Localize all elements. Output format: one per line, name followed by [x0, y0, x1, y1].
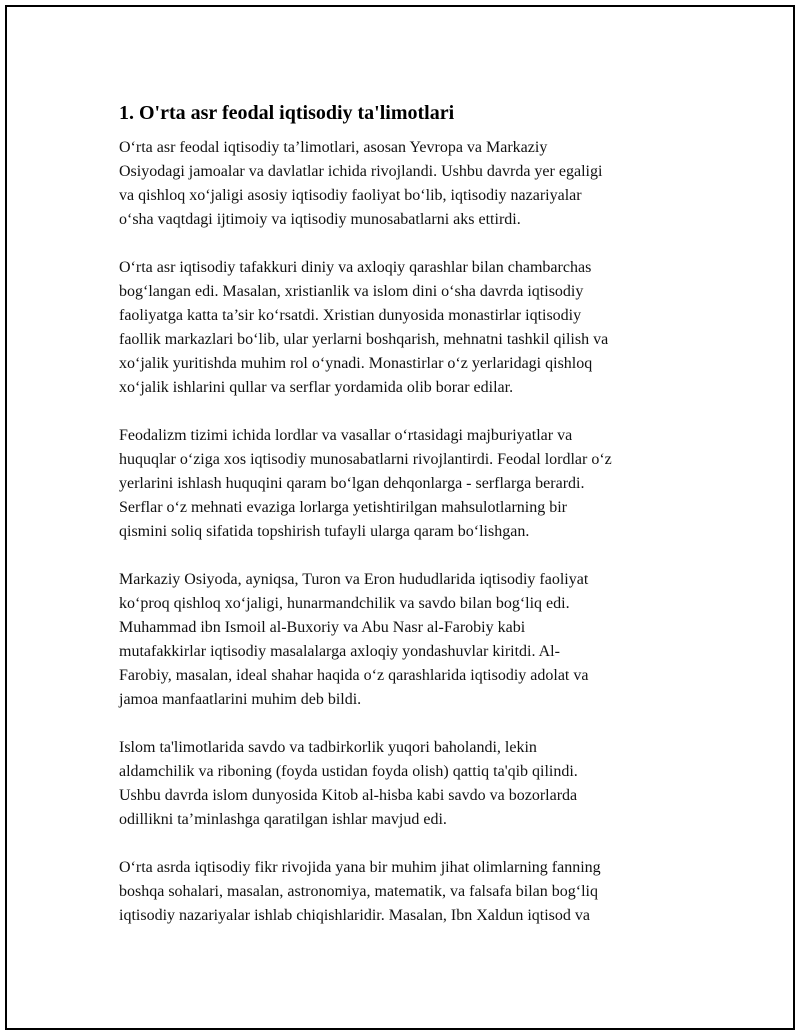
- paragraph-line: va qishloq xo‘jaligi asosiy iqtisodiy faoliyat bo‘lib, iqtisodiy nazariyalar: [119, 187, 582, 204]
- paragraph: [119, 256, 699, 400]
- paragraph: [119, 568, 699, 712]
- paragraph: [119, 856, 699, 928]
- paragraph-line: O‘rta asrda iqtisodiy fikr rivojida yana bir muhim jihat olimlarning fanning: [119, 859, 601, 876]
- paragraph: [119, 136, 699, 232]
- paragraph-line: yerlarini ishlash huquqini qaram bo‘lgan dehqonlarga - serflarga berardi.: [119, 475, 585, 492]
- paragraph-line: Islom ta'limotlarida savdo va tadbirkorlik yuqori baholandi, lekin: [119, 739, 537, 756]
- section-title: 1. O'rta asr feodal iqtisodiy ta'limotlari: [119, 102, 455, 124]
- paragraph-line: faoliyatga katta ta’sir ko‘rsatdi. Xristian dunyosida monastirlar iqtisodiy: [119, 307, 582, 324]
- paragraph-line: mutafakkirlar iqtisodiy masalalarga axloqiy yondashuvlar kiritdi. Al-: [119, 643, 560, 660]
- paragraph: [119, 736, 699, 832]
- paragraph-line: xo‘jalik ishlarini qullar va serflar yordamida olib borar edilar.: [119, 379, 514, 396]
- paragraph-list: [119, 136, 699, 928]
- document-content: [119, 98, 699, 952]
- paragraph: [119, 424, 699, 544]
- paragraph-line: Serflar o‘z mehnati evaziga lorlarga yetishtirilgan mahsulotlarning bir: [119, 499, 567, 516]
- paragraph-line: O‘rta asr feodal iqtisodiy ta’limotlari, asosan Yevropa va Markaziy: [119, 139, 548, 156]
- paragraph-line: Muhammad ibn Ismoil al-Buxoriy va Abu Nasr al-Farobiy kabi: [119, 619, 526, 636]
- paragraph-line: odillikni ta’minlashga qaratilgan ishlar mavjud edi.: [119, 811, 447, 828]
- paragraph-line: ko‘proq qishloq xo‘jaligi, hunarmandchilik va savdo bilan bog‘liq edi.: [119, 595, 570, 612]
- paragraph-line: aldamchilik va riboning (foyda ustidan foyda olish) qattiq ta'qib qilindi.: [119, 763, 578, 780]
- paragraph-line: Markaziy Osiyoda, ayniqsa, Turon va Eron hududlarida iqtisodiy faoliyat: [119, 571, 589, 588]
- paragraph-line: Ushbu davrda islom dunyosida Kitob al-hisba kabi savdo va bozorlarda: [119, 787, 578, 804]
- paragraph-line: Feodalizm tizimi ichida lordlar va vasallar o‘rtasidagi majburiyatlar va: [119, 427, 573, 444]
- paragraph-line: jamoa manfaatlarini muhim deb bildi.: [119, 691, 362, 708]
- paragraph-line: boshqa sohalari, masalan, astronomiya, matematik, va falsafa bilan bog‘liq: [119, 883, 598, 900]
- paragraph-line: o‘sha vaqtdagi ijtimoiy va iqtisodiy munosabatlarni aks ettirdi.: [119, 211, 521, 228]
- paragraph-line: xo‘jalik yuritishda muhim rol o‘ynadi. Monastirlar o‘z yerlaridagi qishloq: [119, 355, 593, 372]
- paragraph-line: qismini soliq sifatida topshirish tufayli ularga qaram bo‘lishgan.: [119, 523, 530, 540]
- paragraph-line: Farobiy, masalan, ideal shahar haqida o‘z qarashlarida iqtisodiy adolat va: [119, 667, 589, 684]
- paragraph-line: huquqlar o‘ziga xos iqtisodiy munosabatlarni rivojlantirdi. Feodal lordlar o‘z: [119, 451, 612, 468]
- paragraph-line: Osiyodagi jamoalar va davlatlar ichida rivojlandi. Ushbu davrda yer egaligi: [119, 163, 603, 180]
- paragraph-line: faollik markazlari bo‘lib, ular yerlarni boshqarish, mehnatni tashkil qilish va: [119, 331, 609, 348]
- paragraph-line: bog‘langan edi. Masalan, xristianlik va islom dini o‘sha davrda iqtisodiy: [119, 283, 584, 300]
- paragraph-line: iqtisodiy nazariyalar ishlab chiqishlaridir. Masalan, Ibn Xaldun iqtisod va: [119, 907, 591, 924]
- paragraph-line: O‘rta asr iqtisodiy tafakkuri diniy va axloqiy qarashlar bilan chambarchas: [119, 259, 592, 276]
- page-frame: [5, 5, 795, 1030]
